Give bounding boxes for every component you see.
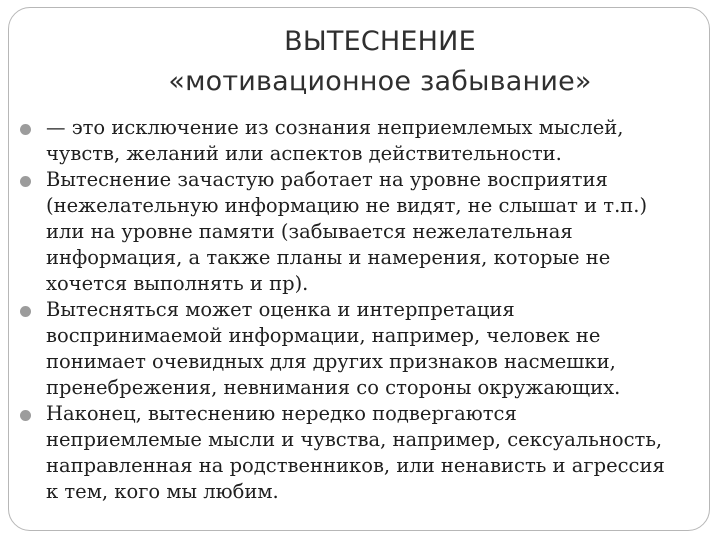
bullet-4-line-2: неприемлемые мысли и чувства, например, сексуальность, [46, 428, 663, 451]
bullet-dot-icon [20, 410, 31, 421]
bullet-item-4 [20, 401, 710, 505]
bullet-4-line-4: к тем, кого мы любим. [46, 480, 279, 503]
bullet-4-line-1: Наконец, вытеснению нередко подвергаются [46, 402, 517, 425]
bullet-4-line-3: направленная на родственников, или ненависть и агрессия [46, 454, 665, 477]
bullet-item-2 [20, 167, 710, 297]
bullet-item-3 [20, 297, 710, 401]
bullet-list [20, 115, 710, 505]
bullet-3-line-2: воспринимаемой информации, например, человек не [46, 324, 601, 347]
bullet-2-line-4: информация, а также планы и намерения, которые не [46, 246, 611, 269]
slide-title-line-2: «мотивационное забывание» [168, 66, 592, 97]
bullet-2-line-2: (нежелательную информацию не видят, не слышат и т.п.) [46, 194, 648, 217]
bullet-item-1 [20, 115, 710, 167]
bullet-1-line-1: — это исключение из сознания неприемлемых мыслей, [46, 116, 624, 139]
bullet-1-line-2: чувств, желаний или аспектов действительности. [46, 142, 562, 165]
bullet-dot-icon [20, 124, 31, 135]
slide-title-line-1: ВЫТЕСНЕНИЕ [284, 26, 476, 57]
bullet-2-line-1: Вытеснение зачастую работает на уровне восприятия [46, 168, 608, 191]
bullet-3-line-1: Вытесняться может оценка и интерпретация [46, 298, 515, 321]
bullet-3-line-3: понимает очевидных для других признаков насмешки, [46, 350, 616, 373]
bullet-2-line-5: хочется выполнять и пр). [46, 272, 309, 295]
bullet-3-line-4: пренебрежения, невнимания со стороны окружающих. [46, 376, 621, 399]
bullet-2-line-3: или на уровне памяти (забывается нежелательная [46, 220, 573, 243]
bullet-dot-icon [20, 176, 31, 187]
bullet-dot-icon [20, 306, 31, 317]
slide-title [0, 22, 720, 102]
